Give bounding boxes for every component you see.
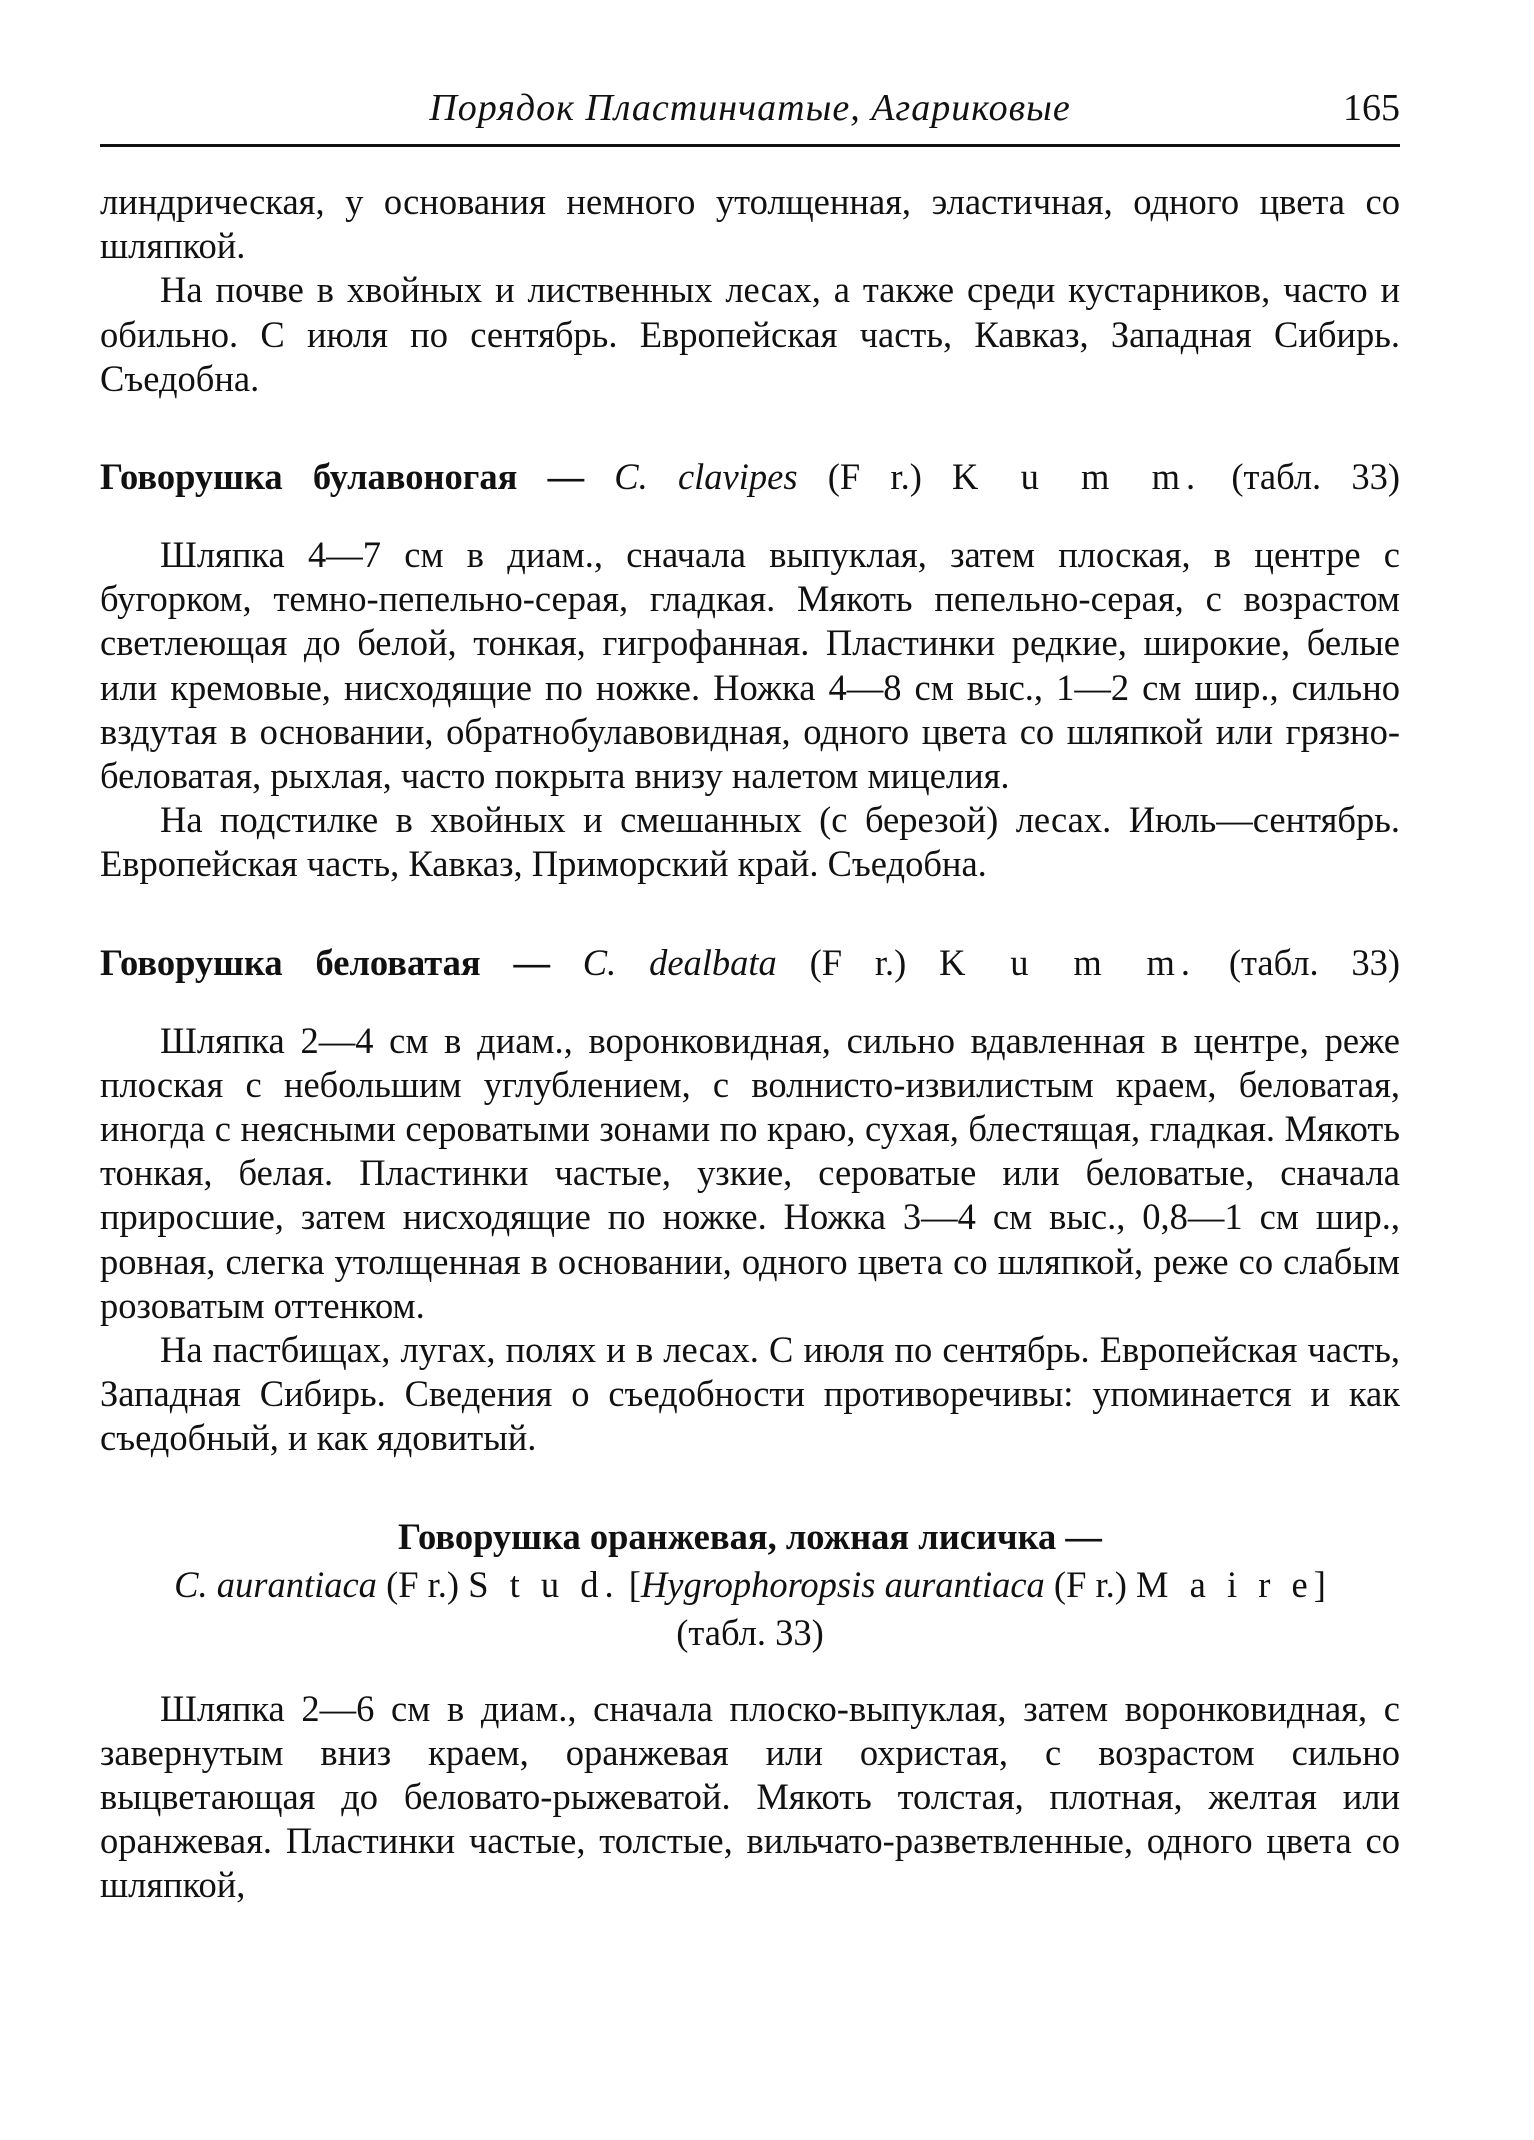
species-latin-epithet: clavipes: [677, 456, 798, 498]
species-author: K u m m.: [939, 941, 1197, 983]
species-latin-genus: C.: [174, 1563, 208, 1605]
species-common-name: Говорушка оранжевая, ложная лисичка —: [398, 1515, 1102, 1557]
species-latin-epithet: aurantiaca: [216, 1563, 377, 1605]
species-latin-epithet: dealbata: [649, 941, 777, 983]
species-heading: [100, 1513, 1400, 1657]
species-latin-line: [100, 1561, 1400, 1609]
species-author: (F r.): [827, 456, 922, 498]
body-text: [100, 180, 1400, 1908]
species-habitat: На пастбищах, лугах, полях и в лесах. С июля по сентябрь. Европейская часть, Западная Сибирь. Сведения о съедобности противоречивы: упоминается и как съедобный, и как ядовитый.: [100, 1329, 1400, 1459]
synonym-author: M a i r e: [1136, 1563, 1314, 1605]
species-author: (F r.): [809, 941, 907, 983]
species-latin-genus: C.: [614, 456, 648, 498]
species-author: S t u d.: [468, 1563, 620, 1605]
species-dash: —: [517, 456, 615, 498]
plate-reference: (табл. 33): [1231, 456, 1400, 498]
species-author: K u m m.: [952, 456, 1202, 498]
running-title: Порядок Пластинчатые, Агариковые: [429, 87, 1071, 129]
continuation-paragraph: линдрическая, у основания немного утолщенная, эластичная, одного цвета со шляпкой.: [100, 181, 1400, 267]
species-common-name: Говорушка беловатая: [100, 941, 481, 983]
species-dash: —: [480, 941, 583, 983]
species-description: Шляпка 4—7 см в диам., сначала выпуклая, затем плоская, в центре с бугорком, темно-пепельно-серая, гладкая. Мякоть пепельно-серая, с возрастом светлеющая до белой, тонкая, гигрофанная. Пластинки редкие, широкие, белые или кремовые, нисходящие по ножке. Ножка 4—8 см выс., 1—2 см шир., сильно вздутая в основании, обратнобулавовидная, одного цвета со шляпкой или грязно-беловатая, рыхлая, часто покрыта внизу налетом мицелия.: [100, 534, 1400, 797]
running-head: [100, 86, 1400, 140]
habitat-paragraph: На почве в хвойных и лиственных лесах, а также среди кустарников, часто и обильно. С июля по сентябрь. Европейская часть, Кавказ, Западная Сибирь. Съедобна.: [100, 269, 1400, 399]
page-number: 165: [1343, 87, 1400, 129]
synonym-bracket: ]: [1313, 1563, 1326, 1605]
species-habitat: На подстилке в хвойных и смешанных (с березой) лесах. Июль—сентябрь. Европейская часть, Кавказ, Приморский край. Съедобна.: [100, 799, 1400, 885]
species-heading: [100, 939, 1400, 987]
plate-reference: (табл. 33): [1228, 941, 1401, 983]
species-latin-genus: C.: [582, 941, 617, 983]
header-rule: [100, 144, 1400, 147]
species-author: (F r.): [386, 1563, 460, 1605]
species-description: Шляпка 2—4 см в диам., воронковидная, сильно вдавленная в центре, реже плоская с небольшим углублением, с волнисто-извилистым краем, беловатая, иногда с неясными сероватыми зонами по краю, сухая, блестящая, гладкая. Мякоть тонкая, белая. Пластинки частые, узкие, сероватые или беловатые, сначала приросшие, затем нисходящие по ножке. Ножка 3—4 см выс., 0,8—1 см шир., ровная, слегка утолщенная в основании, одного цвета со шляпкой, реже со слабым розоватым оттенком.: [100, 1019, 1400, 1326]
species-heading: [100, 453, 1400, 501]
species-common-name: Говорушка булавоногая: [100, 456, 518, 498]
species-description: Шляпка 2—6 см в диам., сначала плоско-выпуклая, затем воронковидная, с завернутым вниз краем, оранжевая или охристая, с возрастом сильно выцветающая до беловато-рыжеватой. Мякоть толстая, плотная, желтая или оранжевая. Пластинки частые, толстые, вильчато-разветвленные, одного цвета со шляпкой,: [100, 1687, 1400, 1906]
species-synonym: Hygrophoropsis aurantiaca: [640, 1563, 1045, 1605]
synonym-bracket: [: [628, 1563, 641, 1605]
synonym-author: (F r.): [1053, 1563, 1127, 1605]
plate-reference: (табл. 33): [676, 1611, 824, 1653]
